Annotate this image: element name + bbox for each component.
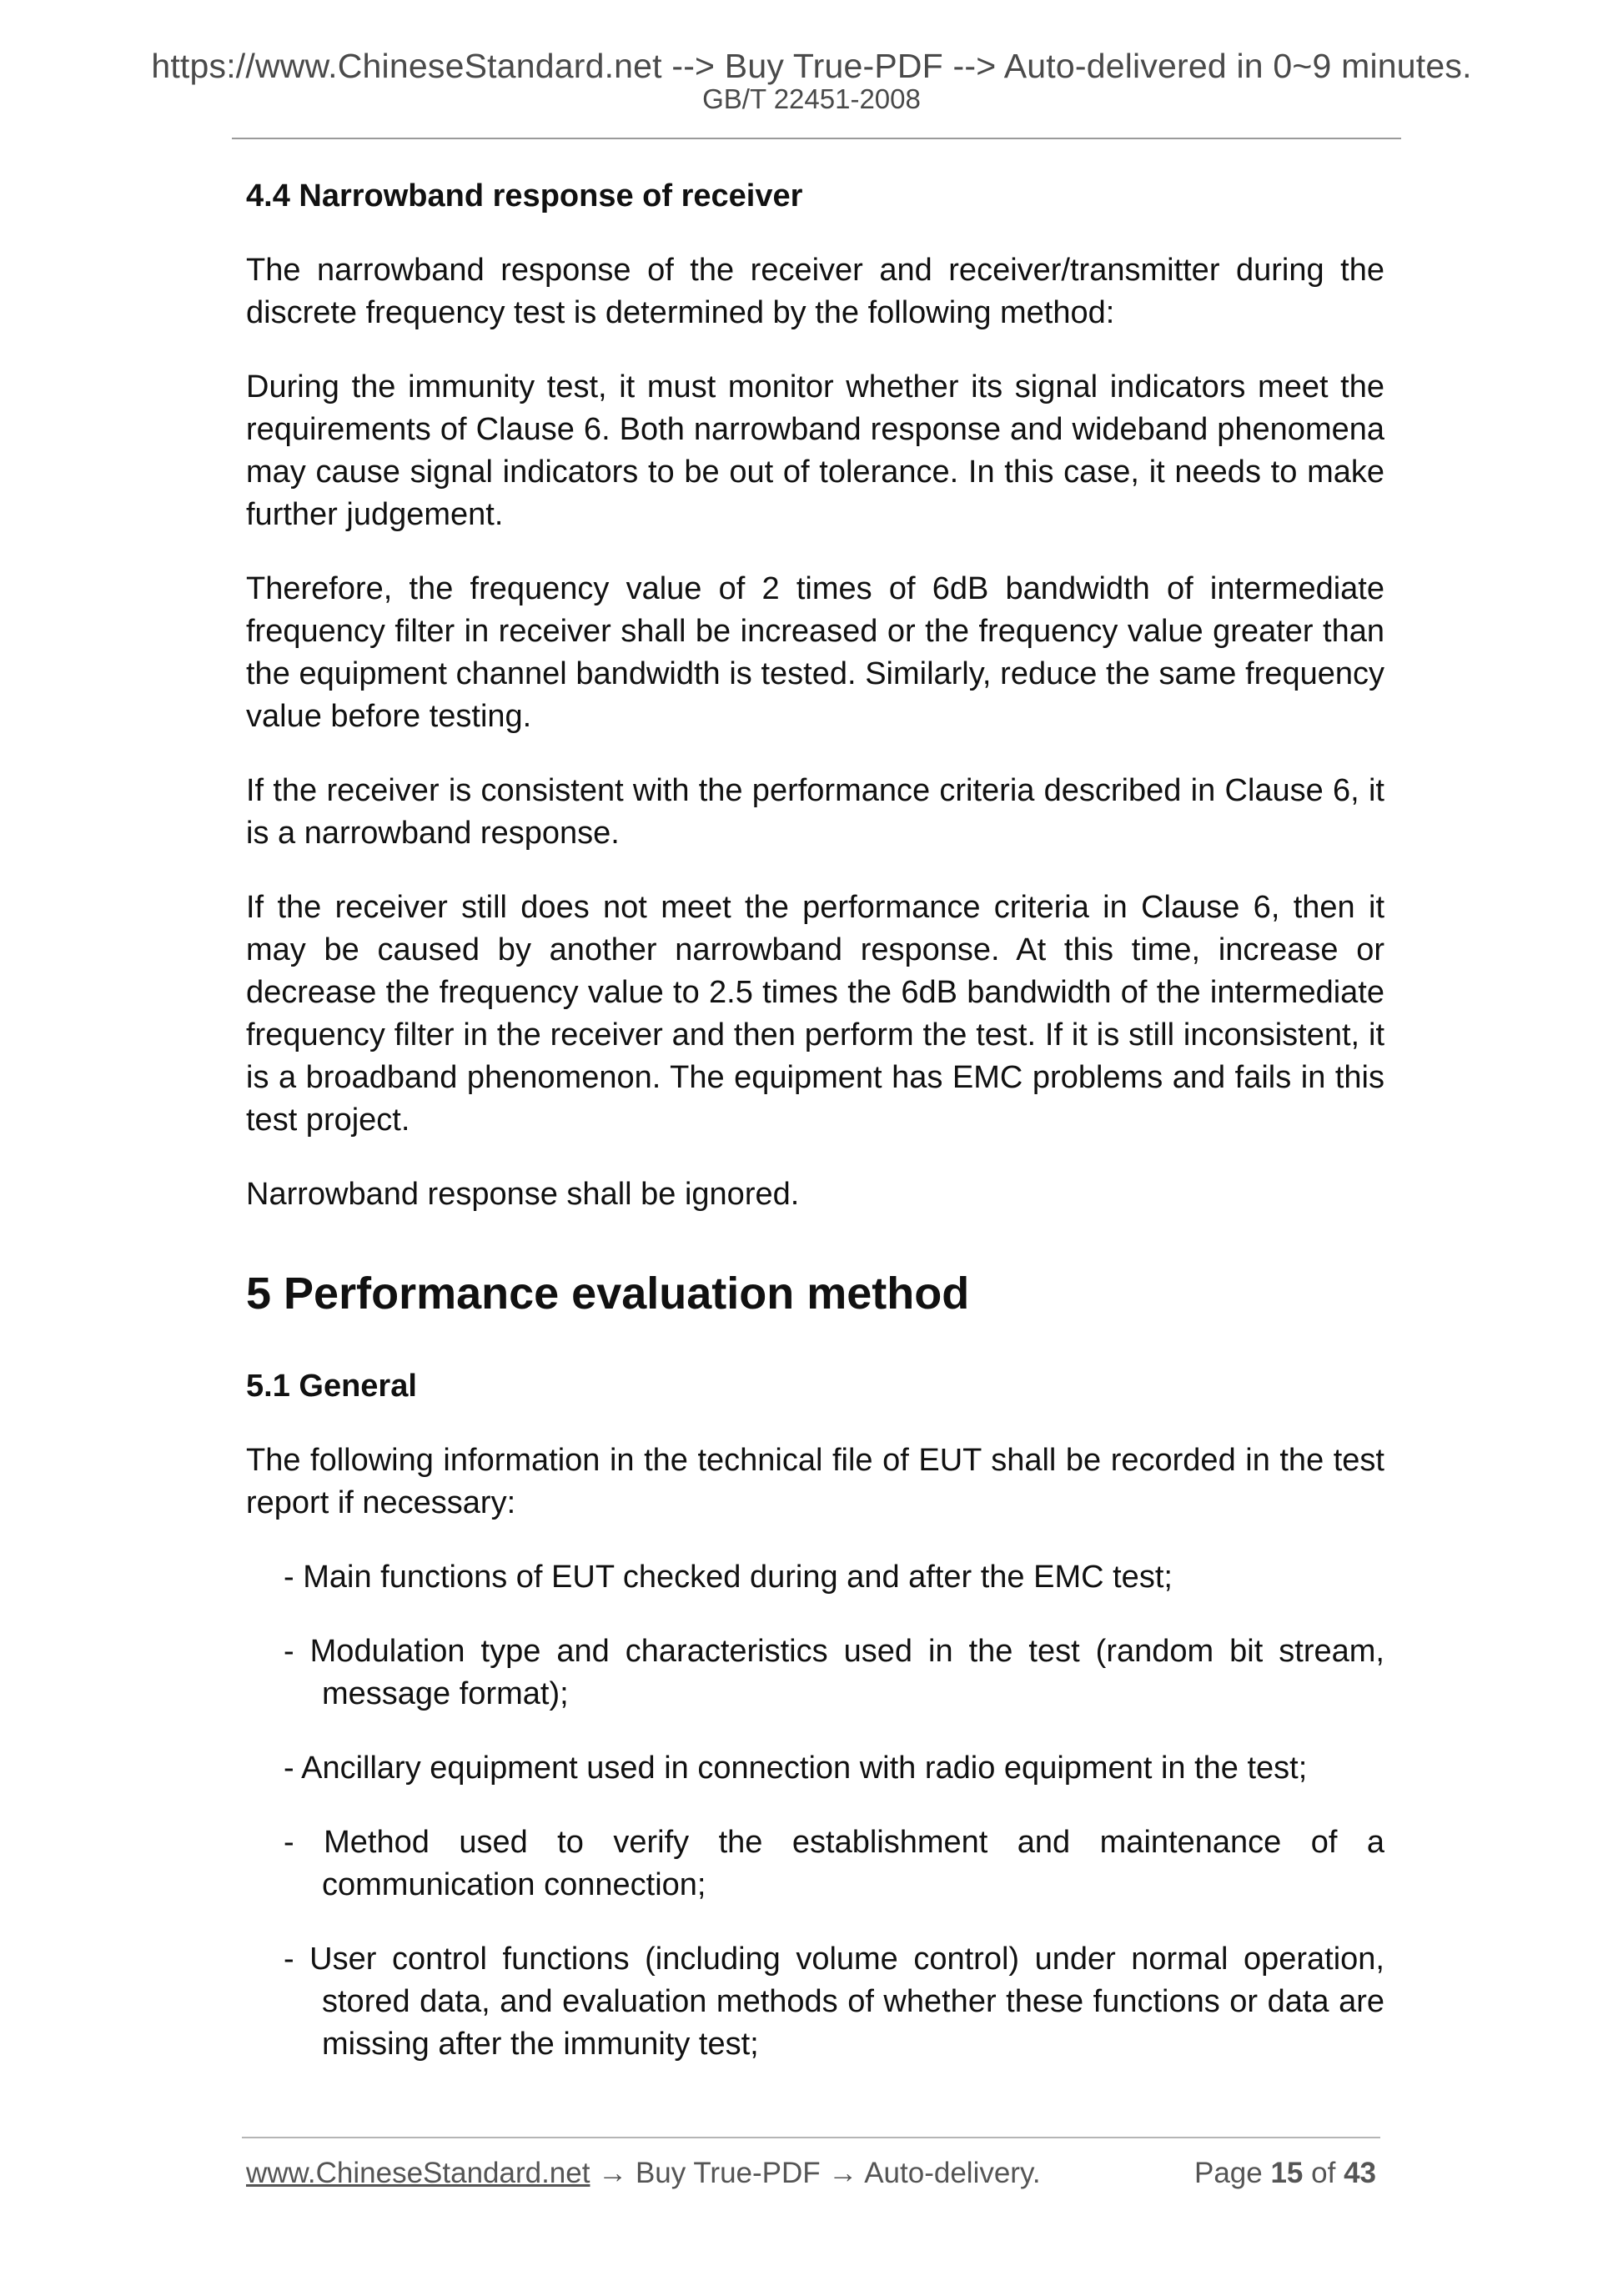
paragraph: The narrowband response of the receiver and receiver/transmitter during the discrete frequency test is determined by the following method: xyxy=(246,253,1384,330)
section-5-heading: 5 Performance evaluation method xyxy=(246,1269,970,1319)
of-label: of xyxy=(1311,2157,1336,2189)
section-4-4-heading: 4.4 Narrowband response of receiver xyxy=(246,178,803,214)
page-number: 15 xyxy=(1270,2157,1304,2189)
delivery-text: Auto-delivery. xyxy=(864,2157,1041,2189)
list-item: - Method used to verify the establishment and maintenance of a communication connection; xyxy=(284,1825,1384,1902)
header-divider xyxy=(232,138,1401,139)
total-pages: 43 xyxy=(1344,2157,1376,2189)
paragraph: Therefore, the frequency value of 2 times of 6dB bandwidth of intermediate frequency filter in receiver shall be increased or the frequency value greater than the equipment channel bandwidth is tested. Similarly, reduce the same frequency value before testing. xyxy=(246,571,1384,734)
document-code: GB/T 22451-2008 xyxy=(702,83,921,114)
list-item: - Ancillary equipment used in connection with radio equipment in the test; xyxy=(284,1751,1308,1786)
arrow-right-icon: → xyxy=(598,2157,628,2189)
list-item: - User control functions (including volume control) under normal operation, stored data, and evaluation methods of whether these functions or data are missing after the immunity test; xyxy=(284,1942,1384,2062)
footer-left xyxy=(246,2157,1041,2190)
recorded-info-list xyxy=(246,1556,1384,2066)
website-link[interactable]: www.ChineseStandard.net xyxy=(246,2157,590,2189)
buy-text: Buy True-PDF xyxy=(635,2157,821,2189)
page-label: Page xyxy=(1193,2157,1263,2189)
page-indicator xyxy=(1194,2157,1376,2190)
paragraph: If the receiver still does not meet the performance criteria in Clause 6, then it may be caused by another narrowband response. At this time, increase or decrease the frequency value to 2.5 times the 6dB bandwidth of the intermediate frequency filter in the receiver and then perform the test. If it is still inconsistent, it is a broadband phenomenon. The equipment has EMC problems and fails in this test project. xyxy=(246,890,1384,1138)
list-item: - Main functions of EUT checked during and after the EMC test; xyxy=(284,1560,1173,1595)
arrow-right-icon: → xyxy=(828,2157,858,2189)
list-item: - Modulation type and characteristics used in the test (random bit stream, message format); xyxy=(284,1634,1384,1711)
section-5-1-intro: The following information in the technical file of EUT shall be recorded in the test report if necessary: xyxy=(246,1443,1384,1520)
paragraph: Narrowband response shall be ignored. xyxy=(246,1177,800,1212)
page-footer xyxy=(246,2157,1376,2190)
paragraph: If the receiver is consistent with the performance criteria described in Clause 6, it is a narrowband response. xyxy=(246,773,1384,851)
source-banner: https://www.ChineseStandard.net --> Buy True-PDF --> Auto-delivered in 0~9 minutes. xyxy=(151,47,1472,85)
page-content xyxy=(246,175,1384,2098)
paragraph: During the immunity test, it must monitor whether its signal indicators meet the requirements of Clause 6. Both narrowband response and wideband phenomena may cause signal indicators to be out of tolerance. In this case, it needs to make further judgement. xyxy=(246,369,1384,532)
section-5-1-heading: 5.1 General xyxy=(246,1369,417,1404)
footer-divider xyxy=(242,2137,1380,2138)
